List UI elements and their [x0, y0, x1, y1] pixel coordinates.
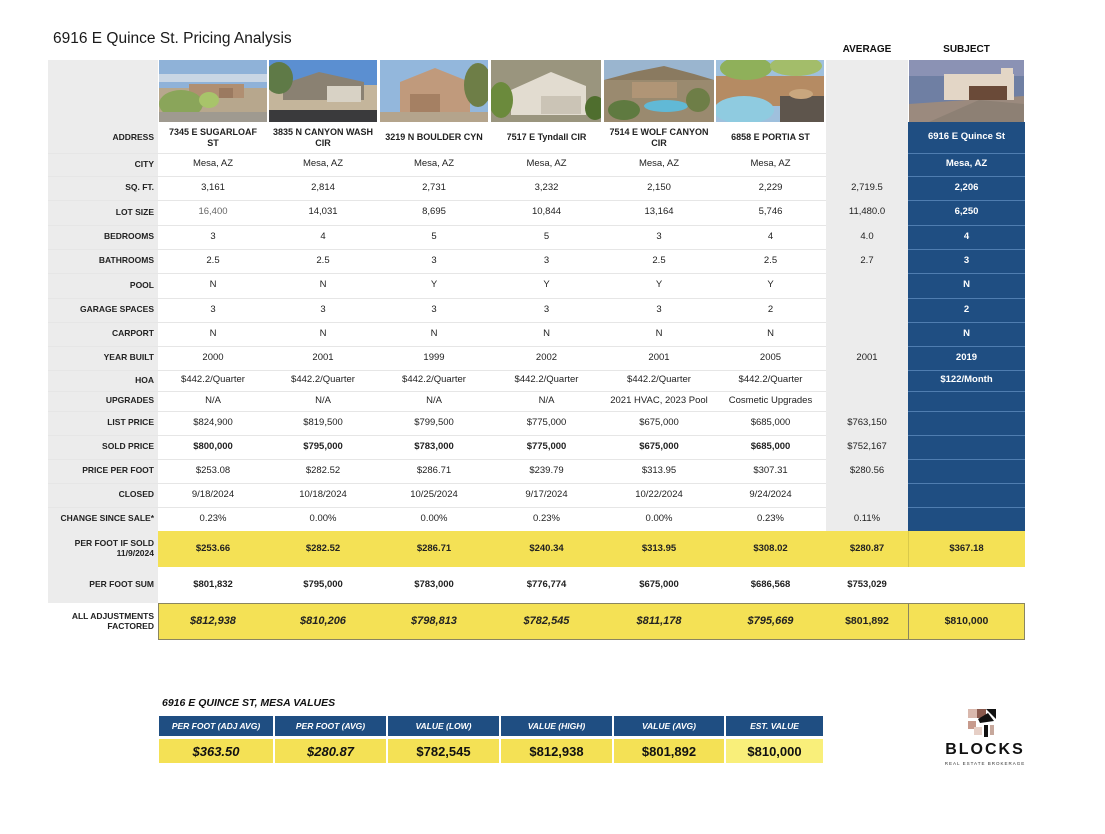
comp-5-ppf: $313.95: [641, 464, 677, 476]
comp-6-hoa: $442.2/Quarter: [738, 374, 803, 386]
comp-2-change: 0.00%: [309, 512, 337, 524]
comp-4-list: $775,000: [526, 416, 567, 428]
average-bedrooms: 4.0: [860, 230, 874, 242]
row-label-garage: GARAGE SPACES: [80, 304, 154, 315]
comp-4-closed: 9/17/2024: [525, 488, 568, 500]
comp-photo-2: [269, 60, 377, 122]
comp-5-upgrades: 2021 HVAC, 2023 Pool: [610, 394, 708, 406]
table-row-change: [48, 507, 1025, 531]
comp-1-hoa: $442.2/Quarter: [181, 374, 245, 386]
comp-4-pool: Y: [543, 279, 550, 291]
comp-1-ppf: $253.08: [195, 464, 231, 476]
summary-value-4: $812,938: [501, 739, 612, 763]
comp-4-bathrooms: 3: [543, 254, 550, 266]
summary-header-3: VALUE (LOW): [388, 716, 499, 736]
subject-hoa: $122/Month: [940, 374, 993, 386]
comp-2-pool: N: [319, 279, 327, 291]
comp-1-year: 2000: [202, 351, 224, 363]
comp-3-garage: 3: [431, 303, 437, 315]
comp-6-ppf: $307.31: [753, 464, 788, 476]
summary-title: 6916 E QUINCE ST, MESA VALUES: [162, 697, 336, 709]
comp-2-year: 2001: [312, 351, 334, 363]
comp-3-list: $799,500: [414, 416, 454, 428]
comp-2-pfsum: $795,000: [303, 578, 343, 590]
page-title: 6916 E Quince St. Pricing Analysis: [53, 30, 292, 47]
comp-5-carport: N: [655, 327, 663, 339]
comp-photo-4: [491, 60, 601, 122]
row-label-pool: POOL: [129, 279, 154, 290]
comp-2-ppf: $282.52: [305, 464, 341, 476]
comp-3-bathrooms: 3: [431, 254, 437, 266]
subject-bathrooms: 3: [963, 254, 970, 266]
comp-5-bathrooms: 2.5: [652, 254, 666, 266]
comp-6-sold: $685,000: [750, 440, 791, 452]
average-sold: $752,167: [847, 440, 887, 452]
row-label-pfsold: PER FOOT IF SOLD 11/9/2024: [74, 538, 154, 558]
comp-photo-1: [159, 60, 267, 122]
logo-tagline: REAL ESTATE BROKERAGE: [944, 761, 1026, 766]
subject-year: 2019: [955, 351, 978, 363]
comp-1-garage: 3: [210, 303, 216, 315]
comp-6-upgrades: Cosmetic Upgrades: [728, 394, 813, 406]
comp-6-change: 0.23%: [757, 512, 784, 524]
comp-2-garage: 3: [320, 303, 326, 315]
table-row-city: [48, 153, 1025, 176]
logo-wordmark: BLOCKS: [945, 741, 1025, 758]
table-row-year: [48, 346, 1025, 370]
comp-6-pool: Y: [767, 279, 774, 291]
table-row-adj: [48, 603, 1025, 640]
summary-header-4: VALUE (HIGH): [501, 716, 612, 736]
comp-6-closed: 9/24/2024: [749, 488, 792, 500]
comp-5-city: Mesa, AZ: [638, 158, 680, 170]
table-row-pool: [48, 273, 1025, 298]
comp-6-list: $685,000: [750, 416, 791, 428]
comp-3-adj: $798,813: [411, 615, 457, 628]
summary-header-5: VALUE (AVG): [614, 716, 724, 736]
comp-photo-3: [380, 60, 488, 122]
comp-6-pfsold: $308.02: [753, 542, 788, 554]
comp-6-address: 6858 E PORTIA ST: [731, 132, 810, 143]
comp-5-hoa: $442.2/Quarter: [627, 374, 691, 386]
table-row-sold: [48, 435, 1025, 459]
row-label-address: ADDRESS: [112, 131, 154, 142]
comp-3-bedrooms: 5: [431, 230, 437, 242]
subject-adj: $810,000: [944, 615, 989, 628]
table-row-ppf: [48, 459, 1025, 483]
table-row-bedrooms: [48, 225, 1025, 249]
comp-4-pfsum: $776,774: [526, 578, 567, 590]
comp-1-lot: 16,400: [198, 206, 228, 218]
comp-4-sold: $775,000: [526, 440, 567, 452]
comp-3-carport: N: [430, 327, 438, 339]
comp-2-list: $819,500: [303, 416, 343, 428]
summary-value-3: $782,545: [388, 739, 499, 763]
comp-2-city: Mesa, AZ: [302, 158, 344, 170]
comp-4-pfsold: $240.34: [529, 542, 564, 554]
average-pfsum: $753,029: [847, 578, 887, 590]
comp-3-address: 3219 N BOULDER CYN: [385, 132, 483, 143]
comp-2-pfsold: $282.52: [305, 542, 341, 554]
comp-2-hoa: $442.2/Quarter: [291, 374, 355, 386]
comp-3-sold: $783,000: [414, 440, 454, 452]
row-label-bathrooms: BATHROOMS: [98, 255, 154, 266]
comp-4-address: 7517 E Tyndall CIR: [506, 132, 587, 143]
subject-address: 6916 E Quince St: [927, 131, 1006, 143]
summary-value-5: $801,892: [614, 739, 724, 763]
table-row-hoa: [48, 370, 1025, 391]
subject-lot: 6,250: [954, 206, 979, 218]
comp-1-city: Mesa, AZ: [192, 158, 234, 170]
row-label-city: CITY: [134, 158, 154, 169]
comp-3-ppf: $286.71: [416, 464, 452, 476]
comp-2-sqft: 2,814: [311, 181, 335, 193]
comp-1-list: $824,900: [193, 416, 233, 428]
average-list: $763,150: [847, 416, 887, 428]
comp-1-pfsum: $801,832: [193, 578, 233, 590]
comp-2-bedrooms: 4: [320, 230, 326, 242]
comp-5-address: 7514 E WOLF CANYON CIR: [609, 127, 709, 148]
table-row-list: [48, 411, 1025, 435]
comp-1-sold: $800,000: [193, 440, 233, 452]
summary-header-1: PER FOOT (ADJ AVG): [159, 716, 273, 736]
row-label-year: YEAR BUILT: [103, 352, 154, 363]
table-row-garage: [48, 298, 1025, 322]
comp-4-garage: 3: [543, 303, 550, 315]
average-lot: 11,480.0: [848, 206, 886, 218]
row-label-sold: SOLD PRICE: [102, 441, 154, 452]
row-label-pfsum: PER FOOT SUM: [89, 579, 154, 590]
subject-sqft: 2,206: [954, 181, 979, 193]
comp-4-year: 2002: [535, 351, 558, 363]
subject-carport: N: [963, 327, 970, 339]
comp-3-sqft: 2,731: [422, 181, 446, 193]
comp-5-change: 0.00%: [645, 512, 673, 524]
comp-3-lot: 8,695: [422, 206, 446, 218]
comp-4-sqft: 3,232: [534, 181, 559, 193]
comp-2-bathrooms: 2.5: [316, 254, 330, 266]
table-row-carport: [48, 322, 1025, 346]
comp-5-sold: $675,000: [639, 440, 679, 452]
comp-3-hoa: $442.2/Quarter: [402, 374, 466, 386]
summary-header-6: EST. VALUE: [726, 716, 823, 736]
average-sqft: 2,719.5: [851, 181, 883, 193]
comp-5-pool: Y: [655, 279, 663, 291]
comp-6-carport: N: [767, 327, 774, 339]
table-row-bathrooms: [48, 249, 1025, 273]
comp-2-sold: $795,000: [303, 440, 343, 452]
average-column-header: AVERAGE: [842, 44, 892, 55]
average-change: 0.11%: [853, 512, 881, 524]
comp-5-list: $675,000: [639, 416, 679, 428]
subject-pfsold: $367.18: [949, 542, 984, 554]
average-year: 2001: [856, 351, 878, 363]
comp-3-pfsum: $783,000: [414, 578, 454, 590]
table-row-pfsum: [48, 567, 1025, 603]
comp-4-ppf: $239.79: [529, 464, 564, 476]
comp-6-lot: 5,746: [758, 206, 783, 218]
comp-1-upgrades: N/A: [205, 394, 221, 406]
subject-bedrooms: 4: [963, 230, 970, 242]
comp-3-upgrades: N/A: [426, 394, 442, 406]
comp-5-pfsum: $675,000: [639, 578, 679, 590]
blocks-logo-mark-icon: [968, 709, 996, 737]
comp-4-change: 0.23%: [533, 512, 560, 524]
average-adj: $801,892: [845, 615, 889, 628]
row-label-bedrooms: BEDROOMS: [103, 231, 154, 242]
subject-garage: 2: [963, 303, 970, 315]
comp-6-pfsum: $686,568: [750, 578, 791, 590]
subject-photo: [909, 60, 1024, 122]
comp-photo-6: [716, 60, 824, 122]
table-row-pfsold: [48, 531, 1025, 567]
comp-1-change: 0.23%: [199, 512, 227, 524]
comp-5-adj: $811,178: [636, 615, 682, 628]
row-label-closed: CLOSED: [118, 489, 154, 500]
comp-4-hoa: $442.2/Quarter: [514, 374, 579, 386]
comp-6-sqft: 2,229: [758, 181, 783, 193]
comp-3-pfsold: $286.71: [416, 542, 452, 554]
summary-value-6: $810,000: [726, 739, 823, 763]
comp-1-bathrooms: 2.5: [206, 254, 220, 266]
comp-4-adj: $782,545: [523, 615, 570, 628]
comp-6-garage: 2: [767, 303, 774, 315]
row-label-hoa: HOA: [135, 374, 154, 385]
summary-value-2: $280.87: [275, 739, 386, 763]
comp-4-city: Mesa, AZ: [526, 158, 567, 170]
comp-5-garage: 3: [656, 303, 662, 315]
subject-column-header: SUBJECT: [943, 44, 990, 55]
comp-2-address: 3835 N CANYON WASH CIR: [272, 127, 374, 148]
row-label-change: CHANGE SINCE SALE*: [60, 513, 154, 524]
average-bathrooms: 2.7: [860, 254, 874, 266]
comp-6-bathrooms: 2.5: [763, 254, 778, 266]
comp-3-closed: 10/25/2024: [410, 488, 458, 500]
average-pfsold: $280.87: [849, 542, 885, 554]
comp-4-bedrooms: 5: [543, 230, 550, 242]
comp-6-city: Mesa, AZ: [750, 158, 791, 170]
row-label-list: LIST PRICE: [107, 417, 154, 428]
summary-value-1: $363.50: [159, 739, 273, 763]
comp-2-lot: 14,031: [308, 206, 338, 218]
comp-2-upgrades: N/A: [315, 394, 331, 406]
summary-header-2: PER FOOT (AVG): [275, 716, 386, 736]
row-label-lot: LOT SIZE: [115, 206, 154, 217]
row-label-adj: ALL ADJUSTMENTS FACTORED: [71, 610, 154, 631]
comp-2-closed: 10/18/2024: [299, 488, 347, 500]
comp-1-bedrooms: 3: [210, 230, 216, 242]
comp-4-carport: N: [543, 327, 550, 339]
table-row-sqft: [48, 176, 1025, 200]
comp-5-pfsold: $313.95: [641, 542, 677, 554]
comp-1-closed: 9/18/2024: [191, 488, 235, 500]
comp-2-adj: $810,206: [300, 615, 346, 628]
comp-1-sqft: 3,161: [201, 181, 225, 193]
comp-6-year: 2005: [759, 351, 782, 363]
subject-city: Mesa, AZ: [945, 158, 988, 170]
comp-5-bedrooms: 3: [656, 230, 662, 242]
comp-3-pool: Y: [430, 279, 438, 291]
blocks-logo: [930, 707, 1040, 767]
row-label-upgrades: UPGRADES: [105, 395, 154, 406]
table-row-lot: [48, 200, 1025, 225]
comp-1-pool: N: [209, 279, 217, 291]
subject-pool: N: [963, 279, 970, 291]
comp-3-city: Mesa, AZ: [413, 158, 455, 170]
comp-3-change: 0.00%: [420, 512, 448, 524]
comp-4-lot: 10,844: [531, 206, 562, 218]
table-row-address: [48, 122, 1025, 153]
comp-5-sqft: 2,150: [647, 181, 671, 193]
comp-1-pfsold: $253.66: [195, 542, 231, 554]
comp-4-upgrades: N/A: [538, 394, 555, 406]
row-label-sqft: SQ. FT.: [125, 182, 154, 193]
comp-1-adj: $812,938: [190, 615, 236, 628]
table-row-upgrades: [48, 391, 1025, 411]
row-label-carport: CARPORT: [111, 328, 154, 339]
comp-6-adj: $795,669: [747, 615, 794, 628]
comp-2-carport: N: [319, 327, 327, 339]
comp-1-carport: N: [209, 327, 217, 339]
comp-3-year: 1999: [423, 351, 445, 363]
comp-photo-5: [604, 60, 714, 122]
comp-1-address: 7345 E SUGARLOAF ST: [168, 127, 258, 148]
comp-5-closed: 10/22/2024: [635, 488, 683, 500]
comp-5-lot: 13,164: [644, 206, 674, 218]
table-row-closed: [48, 483, 1025, 507]
average-ppf: $280.56: [849, 464, 885, 476]
comp-5-year: 2001: [648, 351, 670, 363]
comp-6-bedrooms: 4: [767, 230, 774, 242]
row-label-ppf: PRICE PER FOOT: [82, 465, 154, 476]
